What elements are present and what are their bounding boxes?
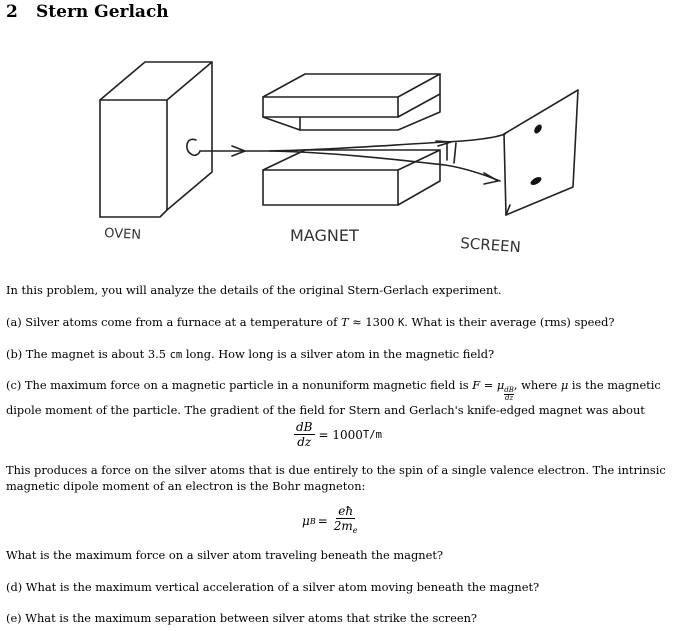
intro-text: In this problem, you will analyze the details of the original Stern-Gerlach experiment. xyxy=(6,283,502,297)
part-d: (d) What is the maximum vertical acceleration of a silver atom moving beneath the magnet? xyxy=(6,580,540,594)
mu-var-2: μ xyxy=(560,378,569,392)
oven-drawing xyxy=(100,62,212,217)
part-c-post: is the magnetic dipole moment of the particle. The gradient of the field for Stern and Gerlach's knife-edged magnet was about xyxy=(6,378,661,417)
part-c-mid: , where xyxy=(513,378,561,392)
part-c-question: What is the maximum force on a silver atom traveling beneath the magnet? xyxy=(6,548,444,562)
gradient-equation xyxy=(290,420,382,449)
gradient-num: dB xyxy=(296,420,313,434)
bohr-lhs-sub: B xyxy=(309,516,316,526)
part-a-approx: ≈ 1300 xyxy=(348,315,398,329)
bohr-magneton-equation xyxy=(302,504,362,538)
mu-var: μ xyxy=(496,378,505,392)
inline-gradient-fraction xyxy=(504,387,514,402)
part-c-eq: = xyxy=(480,378,497,392)
part-e: (e) What is the maximum separation between silver atoms that strike the screen? xyxy=(6,611,478,625)
gradient-fraction xyxy=(294,420,315,449)
section-number: 2 xyxy=(6,2,18,22)
upper-magnet-drawing xyxy=(263,74,440,130)
section-title: Stern Gerlach xyxy=(36,2,169,22)
section-heading xyxy=(6,2,169,22)
gradient-rhs: = 1000 xyxy=(318,427,363,442)
kelvin-unit: K xyxy=(397,317,405,329)
part-c xyxy=(6,377,668,418)
upper-spot xyxy=(533,123,544,135)
part-b-post: long. How long is a silver atom in the magnetic field? xyxy=(182,347,495,361)
inline-frac-num: dB xyxy=(504,386,514,394)
tesla-per-meter-unit: T/m xyxy=(362,428,382,441)
bohr-eq: = xyxy=(317,514,328,528)
temperature-var: T xyxy=(340,315,349,329)
part-b-pre: (b) The magnet is about 3.5 xyxy=(6,347,170,361)
part-a xyxy=(6,314,668,331)
gradient-den: dz xyxy=(297,435,312,449)
bohr-lhs: μ xyxy=(302,514,310,528)
force-var: F xyxy=(472,378,481,392)
part-c-pre: (c) The maximum force on a magnetic particle in a nonuniform magnetic field is xyxy=(6,378,473,392)
part-a-post: . What is their average (rms) speed? xyxy=(404,315,615,329)
bohr-den-sub: e xyxy=(352,526,358,535)
part-b xyxy=(6,346,668,363)
lower-magnet-drawing xyxy=(263,150,440,205)
bohr-num: eħ xyxy=(338,504,354,518)
bohr-den xyxy=(334,519,358,538)
stern-gerlach-figure xyxy=(0,40,676,260)
screen-drawing xyxy=(504,90,578,215)
magnet-label: MAGNET xyxy=(290,226,359,245)
screen-label: SCREEN xyxy=(459,234,522,257)
lower-spot xyxy=(529,175,542,186)
part-a-pre: (a) Silver atoms come from a furnace at a temperature of xyxy=(6,315,341,329)
bohr-den-main: 2m xyxy=(333,519,353,533)
inline-frac-den: dz xyxy=(505,394,514,402)
bohr-fraction xyxy=(334,504,358,538)
cm-unit: cm xyxy=(169,349,183,361)
atom-beam xyxy=(200,134,505,184)
oven-label: OVEN xyxy=(103,226,142,243)
spin-text: This produces a force on the silver atoms that is due entirely to the spin of a single valence electron. The intrinsic magnetic dipole moment of an electron is the Bohr magneton: xyxy=(6,463,666,493)
